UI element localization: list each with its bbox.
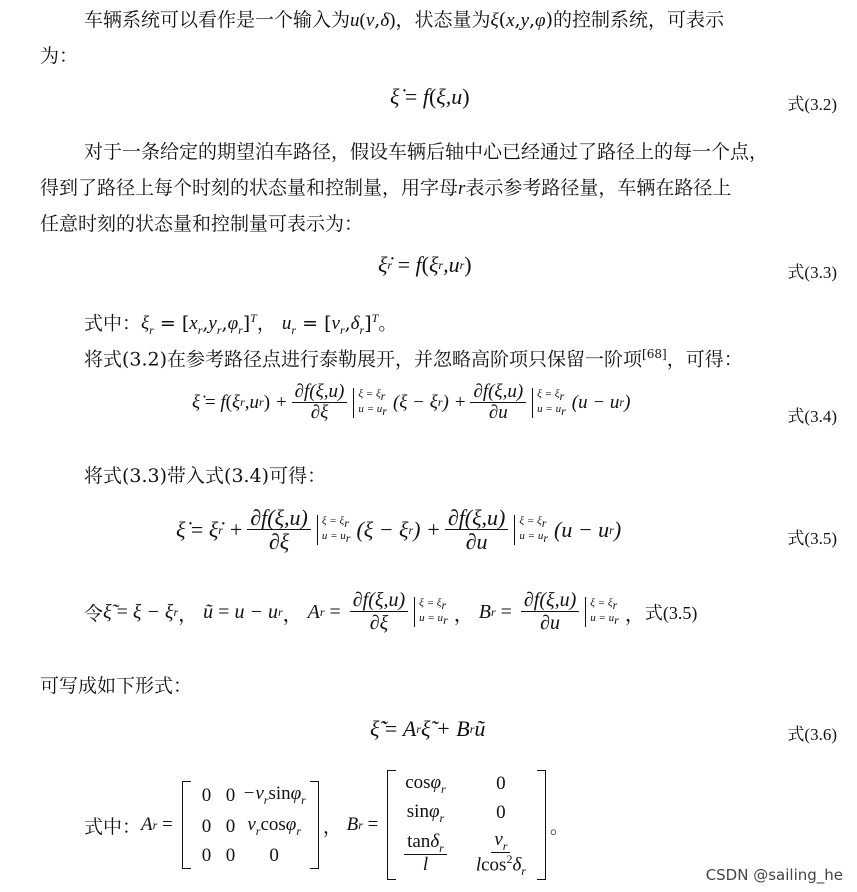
para-8: 式中： A r = 0 0 $-v_r\sin\varphi_r$ 0 0 $v_r\cos\varphi_r$ 0 0 0 ， B r = cosφ$_r$ 0 sinφ$_r$ 0 $\frac{\tan\delta_r}{l}$ $\frac{v_r}{lcos^2\delta_r}$ 。 bbox=[84, 770, 569, 880]
para-4: 将式(3.2)在参考路径点进行泰勒展开，并忽略高阶项只保留一阶项[68]，可得： bbox=[84, 347, 743, 371]
para-2-line-3: 任意时刻的状态量和控制量可表示为： bbox=[40, 213, 364, 235]
para-7: 可写成如下形式： bbox=[40, 675, 193, 697]
para-5: 将式(3.3)带入式(3.4)可得： bbox=[84, 465, 327, 487]
state-formula: ξ bbox=[490, 10, 499, 31]
citation[interactable]: [68] bbox=[642, 347, 667, 361]
ref-symbol: r bbox=[458, 178, 466, 199]
equation-3-6: ξ̃̇ = A r ξ̃ + B r ũ bbox=[370, 716, 486, 741]
matrix-b: cosφ$_r$ 0 sinφ$_r$ 0 $\frac{\tan\delta_r}{l}$ $\frac{v_r}{lcos^2\delta_r}$ bbox=[387, 770, 546, 880]
equation-3-3: ξ̇ r = f ( ξ r ,u r ) bbox=[378, 252, 472, 277]
para-6: 令 ξ̃ = ξ − ξ r ， ũ = u − u r ， A r = $\frac{\partial f(\xi,u)}{\partial\xi}$ $\xi = \xi_r$ $u = u_r$ ， B r = $\frac{\partial f(\xi,u)}{\partial u}$ $\xi = \xi_r$ $u = u_r$ ， 式(3.5) bbox=[84, 589, 698, 634]
equation-number-3-5b: 式(3.5) bbox=[644, 603, 698, 623]
equation-number-3-4: 式(3.4) bbox=[787, 407, 837, 426]
text: 车辆系统可以看作是一个输入为 bbox=[84, 9, 351, 31]
equation-3-2: ξ̇ = f ( ξ,u ) bbox=[390, 84, 470, 109]
equation-number-3-5: 式(3.5) bbox=[787, 529, 837, 548]
para-1-line-1: 车辆系统可以看作是一个输入为u(v,δ)，状态量为ξ(x,y,φ)的控制系统，可表示 bbox=[84, 9, 724, 31]
text: ，状态量为 bbox=[395, 9, 491, 31]
equation-number-3-2: 式(3.2) bbox=[787, 95, 837, 114]
matrix-a: 0 0 $-v_r\sin\varphi_r$ 0 0 $v_r\cos\varphi_r$ 0 0 0 bbox=[182, 781, 319, 869]
watermark: CSDN @sailing_he bbox=[705, 866, 843, 884]
equation-3-4: ξ̇ = f ( ξ r ,u r ) + $\frac{\partial f(\xi,u)}{\partial\xi}$ $\xi = \xi_r$ $u = u_r$ (ξ − ξ r ) + $\frac{\partial f(\xi,u)}{\partial u}$ $\xi = \xi_r$ $u = u_r$ (u − u r ) bbox=[192, 381, 631, 423]
text: 的控制系统，可表示 bbox=[552, 9, 724, 31]
equation-3-5: ξ̇ = ξ̇ r + $\frac{\partial f(\xi,u)}{\partial\xi}$ $\xi = \xi_r$ $u = u_r$ (ξ − ξ r ) + $\frac{\partial f(\xi,u)}{\partial u}$ $\xi = \xi_r$ $u = u_r$ (u − u r ) bbox=[176, 505, 622, 555]
para-1-line-2: 为： bbox=[40, 45, 79, 67]
equation-number-3-3: 式(3.3) bbox=[787, 263, 837, 282]
equation-number-3-6: 式(3.6) bbox=[787, 725, 837, 744]
para-2-line-1: 对于一条给定的期望泊车路径，假设车辆后轴中心已经通过了路径上的每一个点， bbox=[84, 141, 769, 163]
para-2-line-2: 得到了路径上每个时刻的状态量和控制量，用字母r表示参考路径量，车辆在路径上 bbox=[40, 177, 732, 199]
input-formula: u bbox=[350, 10, 360, 31]
para-3: 式中：$\xi_r = [x_r,y_r,\varphi_r]^T$， $u_r = [v_r,\delta_r]^T$。 bbox=[84, 311, 398, 338]
